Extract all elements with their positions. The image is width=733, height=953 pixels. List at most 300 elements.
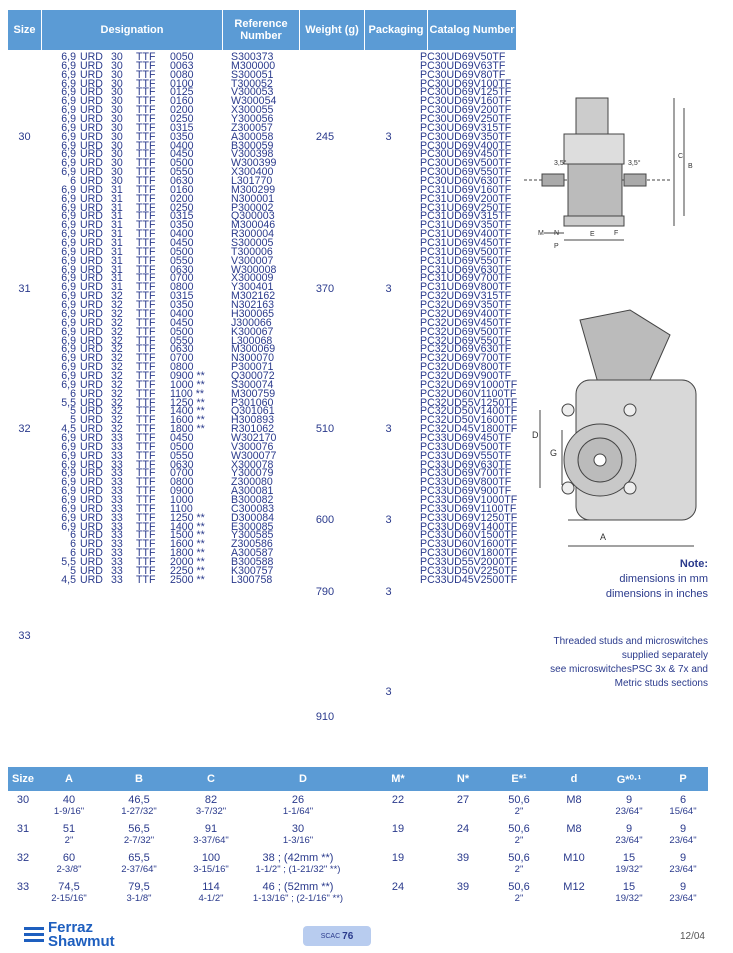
row-v: 6,9 bbox=[61, 485, 76, 498]
row-cat: PC33UD69V630TF bbox=[420, 458, 512, 471]
row-a: 0630 bbox=[170, 175, 194, 188]
row-urd: URD bbox=[80, 449, 103, 462]
row-urd: URD bbox=[80, 272, 103, 285]
row-ref: P301060 bbox=[231, 396, 274, 409]
row-cat: PC33UD69V1250TF bbox=[420, 511, 518, 524]
label-d: D bbox=[532, 430, 539, 440]
row-urd: URD bbox=[80, 423, 103, 436]
side-view-drawing bbox=[524, 88, 724, 256]
row-ref: K300757 bbox=[231, 564, 274, 577]
note-inches: dimensions in inches bbox=[605, 588, 708, 600]
row-urd: URD bbox=[80, 77, 103, 90]
row-s: 30 bbox=[111, 51, 123, 63]
row-ref: X300009 bbox=[231, 272, 274, 285]
row-urd: URD bbox=[80, 369, 103, 382]
row-v: 6,9 bbox=[61, 51, 76, 63]
row-a: 0350 bbox=[170, 130, 194, 143]
row-s: 32 bbox=[111, 387, 123, 400]
weight-31: 370 bbox=[315, 283, 335, 295]
packaging-33a: 3 bbox=[385, 586, 392, 598]
row-v: 6,9 bbox=[61, 520, 76, 533]
label-c: C bbox=[678, 153, 684, 160]
row-cat: PC32UD60V1100TF bbox=[420, 387, 517, 400]
row-v: 6,9 bbox=[61, 219, 76, 232]
row-v: 6,9 bbox=[61, 476, 76, 489]
row-s: 30 bbox=[111, 68, 123, 81]
row-urd: URD bbox=[80, 307, 103, 320]
row-urd: URD bbox=[80, 334, 103, 347]
row-s: 32 bbox=[111, 290, 123, 303]
row-cat: PC32UD50V1400TF bbox=[420, 405, 518, 418]
row-v: 6 bbox=[70, 547, 76, 560]
row-cat: PC33UD69V1400TF bbox=[420, 520, 518, 533]
row-ref: L301770 bbox=[231, 175, 273, 188]
row-urd: URD bbox=[80, 493, 103, 506]
row-v: 6,9 bbox=[61, 201, 76, 214]
dim-header-e: E*¹ bbox=[511, 773, 527, 785]
label-n: N bbox=[554, 230, 560, 237]
row-ref: Z300057 bbox=[231, 121, 273, 134]
row-urd: URD bbox=[80, 157, 103, 170]
row-v: 5,5 bbox=[61, 555, 76, 568]
row-ref: B300082 bbox=[231, 493, 274, 506]
row-v: 6,9 bbox=[61, 104, 76, 117]
row-ref: M300759 bbox=[231, 387, 276, 400]
voltage-column bbox=[50, 53, 76, 585]
note-mm: dimensions in mm bbox=[619, 573, 708, 585]
row-s: 30 bbox=[111, 113, 123, 126]
row-a: 0160 bbox=[170, 95, 194, 108]
dim-header-d: D bbox=[299, 773, 307, 785]
row-cat: PC31UD69V160TF bbox=[420, 183, 512, 196]
row-ttf: TTF bbox=[136, 290, 156, 303]
row-v: 6,9 bbox=[61, 343, 76, 356]
row-v: 6,9 bbox=[61, 113, 76, 126]
header-designation: Designation bbox=[100, 24, 164, 36]
row-ref: S300074 bbox=[231, 378, 274, 391]
row-a: 1800 ** bbox=[170, 547, 205, 560]
row-v: 6,9 bbox=[61, 68, 76, 81]
brand-shawmut: Shawmut bbox=[48, 933, 115, 950]
row-a: 0550 bbox=[170, 449, 194, 462]
row-cat: PC32UD69V900TF bbox=[420, 369, 512, 382]
row-s: 31 bbox=[111, 237, 123, 250]
row-a: 0550 bbox=[170, 166, 194, 179]
dim-header-c: C bbox=[207, 773, 215, 785]
row-s: 30 bbox=[111, 175, 123, 188]
row-s: 32 bbox=[111, 369, 123, 382]
row-ttf: TTF bbox=[136, 210, 156, 223]
dim-b: 65,5 bbox=[128, 852, 150, 864]
row-s: 32 bbox=[111, 325, 123, 338]
header-size: Size bbox=[13, 24, 36, 36]
row-s: 33 bbox=[111, 520, 123, 533]
row-cat: PC32UD69V315TF bbox=[420, 290, 512, 303]
row-ttf: TTF bbox=[136, 502, 156, 515]
row-s: 33 bbox=[111, 502, 123, 515]
row-v: 6,9 bbox=[61, 361, 76, 374]
weight-32b: 600 bbox=[315, 514, 335, 526]
row-ref: J300066 bbox=[231, 316, 272, 329]
dim-d-inches: 1-1/64" bbox=[282, 806, 314, 817]
row-a: 0160 bbox=[170, 183, 194, 196]
row-urd: URD bbox=[80, 467, 103, 480]
row-cat: PC33UD69V500TF bbox=[420, 440, 512, 453]
dim-size: 30 bbox=[16, 794, 30, 806]
row-v: 6,9 bbox=[61, 299, 76, 312]
row-ttf: TTF bbox=[136, 378, 156, 391]
row-ref: M300046 bbox=[231, 219, 276, 232]
row-urd: URD bbox=[80, 290, 103, 303]
row-a: 0050 bbox=[170, 51, 194, 63]
row-cat: PC32UD69V400TF bbox=[420, 307, 512, 320]
row-ttf: TTF bbox=[136, 369, 156, 382]
size-33: 33 bbox=[18, 630, 31, 642]
row-urd: URD bbox=[80, 139, 103, 152]
row-ttf: TTF bbox=[136, 228, 156, 241]
row-s: 33 bbox=[111, 555, 123, 568]
row-urd: URD bbox=[80, 201, 103, 214]
row-v: 6,9 bbox=[61, 431, 76, 444]
row-urd: URD bbox=[80, 440, 103, 453]
row-s: 31 bbox=[111, 272, 123, 285]
row-a: 0800 bbox=[170, 281, 194, 294]
row-v: 6,9 bbox=[61, 95, 76, 108]
row-ttf: TTF bbox=[136, 440, 156, 453]
row-ref: X300078 bbox=[231, 458, 274, 471]
row-v: 6,9 bbox=[61, 166, 76, 179]
dim-n: 27 bbox=[456, 794, 470, 806]
row-ttf: TTF bbox=[136, 555, 156, 568]
row-ref: Y300401 bbox=[231, 281, 274, 294]
row-a: 1100 bbox=[170, 502, 193, 515]
row-a: 1400 ** bbox=[170, 520, 205, 533]
row-ref: Z300080 bbox=[231, 476, 273, 489]
row-ttf: TTF bbox=[136, 139, 156, 152]
row-ref: E300085 bbox=[231, 520, 274, 533]
packaging-32a: 3 bbox=[385, 423, 392, 435]
row-ttf: TTF bbox=[136, 95, 156, 108]
dim-e-inches: 2" bbox=[514, 893, 524, 904]
row-a: 1000 bbox=[170, 493, 194, 506]
row-v: 6,9 bbox=[61, 378, 76, 391]
row-ref: S300373 bbox=[231, 51, 274, 63]
row-ttf: TTF bbox=[136, 547, 156, 560]
row-urd: URD bbox=[80, 104, 103, 117]
row-ttf: TTF bbox=[136, 485, 156, 498]
row-cat: PC33UD69V800TF bbox=[420, 476, 512, 489]
row-ttf: TTF bbox=[136, 86, 156, 99]
row-s: 30 bbox=[111, 86, 123, 99]
note-info1: Threaded studs and microswitches bbox=[553, 636, 708, 647]
row-ref: Y300585 bbox=[231, 529, 274, 542]
row-cat: PC30UD69V125TF bbox=[420, 86, 512, 99]
row-a: 0200 bbox=[170, 104, 194, 117]
row-urd: URD bbox=[80, 538, 103, 551]
row-v: 6,9 bbox=[61, 139, 76, 152]
row-a: 0450 bbox=[170, 148, 194, 161]
row-v: 6 bbox=[70, 538, 76, 551]
row-ttf: TTF bbox=[136, 254, 156, 267]
row-s: 33 bbox=[111, 547, 123, 560]
row-cat: PC30UD69V50TF bbox=[420, 51, 506, 63]
product-table-header bbox=[8, 10, 516, 50]
row-urd: URD bbox=[80, 325, 103, 338]
row-urd: URD bbox=[80, 485, 103, 498]
row-ttf: TTF bbox=[136, 538, 156, 551]
row-a: 0800 bbox=[170, 361, 194, 374]
row-ttf: TTF bbox=[136, 325, 156, 338]
dim-a: 60 bbox=[62, 852, 76, 864]
row-cat: PC32UD69V550TF bbox=[420, 334, 512, 347]
dim-a-inches: 2-15/16" bbox=[51, 893, 87, 904]
row-cat: PC30UD69V250TF bbox=[420, 113, 512, 126]
row-ttf: TTF bbox=[136, 113, 156, 126]
row-ttf: TTF bbox=[136, 299, 156, 312]
row-s: 33 bbox=[111, 485, 123, 498]
row-s: 31 bbox=[111, 210, 123, 223]
dim-p: 6 bbox=[679, 794, 687, 806]
row-urd: URD bbox=[80, 245, 103, 258]
dim-a: 51 bbox=[62, 823, 76, 835]
row-ttf: TTF bbox=[136, 449, 156, 462]
row-ref: Q301061 bbox=[231, 405, 275, 418]
series-column bbox=[111, 53, 123, 585]
label-m: M bbox=[538, 230, 544, 237]
header-weight: Weight (g) bbox=[305, 24, 359, 36]
row-cat: PC32UD69V350TF bbox=[420, 299, 512, 312]
dim-p-inches: 23/64" bbox=[669, 835, 697, 846]
row-a: 2500 ** bbox=[170, 573, 205, 586]
row-s: 33 bbox=[111, 493, 123, 506]
row-s: 32 bbox=[111, 405, 123, 418]
row-urd: URD bbox=[80, 361, 103, 374]
row-cat: PC33UD69V900TF bbox=[420, 485, 512, 498]
row-a: 0315 bbox=[170, 121, 194, 134]
row-s: 32 bbox=[111, 307, 123, 320]
row-ref: R301062 bbox=[231, 423, 275, 436]
date: 12/04 bbox=[679, 931, 705, 942]
row-urd: URD bbox=[80, 130, 103, 143]
row-cat: PC32UD69V700TF bbox=[420, 352, 512, 365]
row-a: 1800 ** bbox=[170, 423, 205, 436]
dim-b-inches: 2-37/64" bbox=[121, 864, 157, 875]
row-ref: X300055 bbox=[231, 104, 274, 117]
reference-column bbox=[231, 53, 276, 585]
row-ttf: TTF bbox=[136, 573, 156, 586]
row-cat: PC30UD69V550TF bbox=[420, 166, 512, 179]
row-ttf: TTF bbox=[136, 219, 156, 232]
row-ttf: TTF bbox=[136, 564, 156, 577]
row-s: 30 bbox=[111, 157, 123, 170]
dim-p-inches: 23/64" bbox=[669, 893, 697, 904]
dim-b-inches: 2-7/32" bbox=[123, 835, 155, 846]
row-cat: PC31UD69V315TF bbox=[420, 210, 512, 223]
row-urd: URD bbox=[80, 476, 103, 489]
row-v: 5,5 bbox=[61, 396, 76, 409]
row-ttf: TTF bbox=[136, 59, 156, 72]
row-v: 6,9 bbox=[61, 272, 76, 285]
row-cat: PC31UD69V550TF bbox=[420, 254, 512, 267]
row-ref: S300005 bbox=[231, 237, 274, 250]
row-cat: PC33UD69V1000TF bbox=[420, 493, 518, 506]
dim-p: 9 bbox=[679, 852, 687, 864]
dim-e-inches: 2" bbox=[514, 835, 524, 846]
label-a: A bbox=[600, 532, 607, 542]
row-a: 0630 bbox=[170, 458, 194, 471]
row-cat: PC30UD60V630TF bbox=[420, 175, 512, 188]
row-a: 1250 ** bbox=[170, 396, 205, 409]
row-s: 32 bbox=[111, 361, 123, 374]
row-s: 33 bbox=[111, 573, 123, 586]
row-ttf: TTF bbox=[136, 183, 156, 196]
note-title: Note: bbox=[679, 558, 708, 570]
row-v: 6,9 bbox=[61, 263, 76, 276]
header-catalog: Catalog Number bbox=[429, 24, 515, 36]
row-ttf: TTF bbox=[136, 166, 156, 179]
row-ref: N300070 bbox=[231, 352, 275, 365]
row-a: 0500 bbox=[170, 325, 194, 338]
row-ref: N300001 bbox=[231, 192, 275, 205]
row-ttf: TTF bbox=[136, 77, 156, 90]
row-ref: D300084 bbox=[231, 511, 275, 524]
page-prefix: SCAC bbox=[320, 932, 341, 940]
row-urd: URD bbox=[80, 405, 103, 418]
row-urd: URD bbox=[80, 228, 103, 241]
row-a: 0250 bbox=[170, 113, 194, 126]
row-urd: URD bbox=[80, 192, 103, 205]
packaging-33b: 3 bbox=[385, 686, 392, 698]
dim-m: 24 bbox=[391, 881, 405, 893]
row-cat: PC30UD69V100TF bbox=[420, 77, 512, 90]
dim-p: 9 bbox=[679, 881, 687, 893]
row-v: 6,9 bbox=[61, 254, 76, 267]
row-ref: B300588 bbox=[231, 555, 274, 568]
row-ttf: TTF bbox=[136, 387, 156, 400]
row-ttf: TTF bbox=[136, 148, 156, 161]
dim-e-inches: 2" bbox=[514, 864, 524, 875]
row-a: 0063 bbox=[170, 59, 194, 72]
row-ttf: TTF bbox=[136, 130, 156, 143]
row-v: 6 bbox=[70, 175, 76, 188]
dim-a-inches: 2-3/8" bbox=[56, 864, 82, 875]
ferraz-shawmut-logo bbox=[24, 920, 174, 950]
row-cat: PC33UD60V1500TF bbox=[420, 529, 518, 542]
row-ttf: TTF bbox=[136, 316, 156, 329]
row-ttf: TTF bbox=[136, 334, 156, 347]
dim-b: 79,5 bbox=[128, 881, 150, 893]
row-s: 31 bbox=[111, 281, 123, 294]
row-s: 31 bbox=[111, 245, 123, 258]
row-s: 32 bbox=[111, 343, 123, 356]
label-b: B bbox=[688, 163, 693, 170]
row-cat: PC30UD69V200TF bbox=[420, 104, 512, 117]
row-urd: URD bbox=[80, 121, 103, 134]
row-urd: URD bbox=[80, 299, 103, 312]
weight-33b: 910 bbox=[315, 711, 335, 723]
row-cat: PC33UD45V2500TF bbox=[420, 573, 518, 586]
row-v: 6,9 bbox=[61, 86, 76, 99]
row-a: 0350 bbox=[170, 299, 194, 312]
row-s: 33 bbox=[111, 538, 123, 551]
dim-header-g: G*⁰·¹ bbox=[616, 773, 642, 786]
row-s: 33 bbox=[111, 431, 123, 444]
dim-e: 50,6 bbox=[508, 794, 530, 806]
row-ref: V300398 bbox=[231, 148, 274, 161]
packaging-31: 3 bbox=[385, 283, 392, 295]
row-ttf: TTF bbox=[136, 405, 156, 418]
dim-g: 9 bbox=[625, 823, 633, 835]
row-v: 4,5 bbox=[61, 573, 76, 586]
row-v: 6,9 bbox=[61, 228, 76, 241]
catalog-column bbox=[420, 53, 517, 585]
size-32: 32 bbox=[18, 423, 31, 435]
row-ref: W300054 bbox=[231, 95, 277, 108]
row-ref: L300758 bbox=[231, 573, 273, 586]
row-cat: PC31UD69V250TF bbox=[420, 201, 512, 214]
row-cat: PC33UD69V550TF bbox=[420, 449, 512, 462]
row-urd: URD bbox=[80, 502, 103, 515]
row-a: 0350 bbox=[170, 219, 194, 232]
row-ref: S300051 bbox=[231, 68, 274, 81]
dim-header-m: M* bbox=[391, 773, 405, 785]
row-cat: PC30UD69V450TF bbox=[420, 148, 512, 161]
dim-n: 24 bbox=[456, 823, 470, 835]
row-cat: PC33UD55V2000TF bbox=[420, 555, 518, 568]
dim-g-inches: 23/64" bbox=[615, 835, 643, 846]
row-a: 0250 bbox=[170, 201, 194, 214]
row-cat: PC31UD69V450TF bbox=[420, 237, 512, 250]
row-cat: PC31UD69V700TF bbox=[420, 272, 512, 285]
dim-a: 74,5 bbox=[58, 881, 80, 893]
dim-c: 82 bbox=[204, 794, 218, 806]
dim-b: 56,5 bbox=[128, 823, 150, 835]
note-info2: supplied separately bbox=[621, 650, 708, 661]
row-s: 33 bbox=[111, 440, 123, 453]
size-31: 31 bbox=[18, 283, 31, 295]
row-cat: PC32UD69V1000TF bbox=[420, 378, 518, 391]
dimension-row bbox=[8, 881, 708, 919]
row-a: 0700 bbox=[170, 352, 194, 365]
row-v: 6,9 bbox=[61, 458, 76, 471]
row-v: 6,9 bbox=[61, 502, 76, 515]
row-v: 6,9 bbox=[61, 369, 76, 382]
row-ref: T300052 bbox=[231, 77, 273, 90]
row-a: 0800 bbox=[170, 476, 194, 489]
dim-c-inches: 3-37/64" bbox=[193, 835, 229, 846]
row-ttf: TTF bbox=[136, 361, 156, 374]
row-ttf: TTF bbox=[136, 343, 156, 356]
row-ttf: TTF bbox=[136, 520, 156, 533]
row-ttf: TTF bbox=[136, 68, 156, 81]
row-a: 0080 bbox=[170, 68, 194, 81]
row-s: 31 bbox=[111, 228, 123, 241]
row-ttf: TTF bbox=[136, 201, 156, 214]
dim-header-p: P bbox=[679, 773, 687, 785]
row-a: 1500 ** bbox=[170, 529, 205, 542]
row-a: 0125 bbox=[170, 86, 194, 99]
amperage-column bbox=[170, 53, 205, 585]
row-cat: PC30UD69V63TF bbox=[420, 59, 506, 72]
row-a: 0630 bbox=[170, 343, 194, 356]
row-ttf: TTF bbox=[136, 511, 156, 524]
row-urd: URD bbox=[80, 555, 103, 568]
row-v: 5 bbox=[70, 414, 76, 427]
row-cat: PC31UD69V500TF bbox=[420, 245, 512, 258]
dim-g-inches: 23/64" bbox=[615, 806, 643, 817]
header-reference: Reference Number bbox=[234, 18, 288, 42]
row-v: 6,9 bbox=[61, 237, 76, 250]
